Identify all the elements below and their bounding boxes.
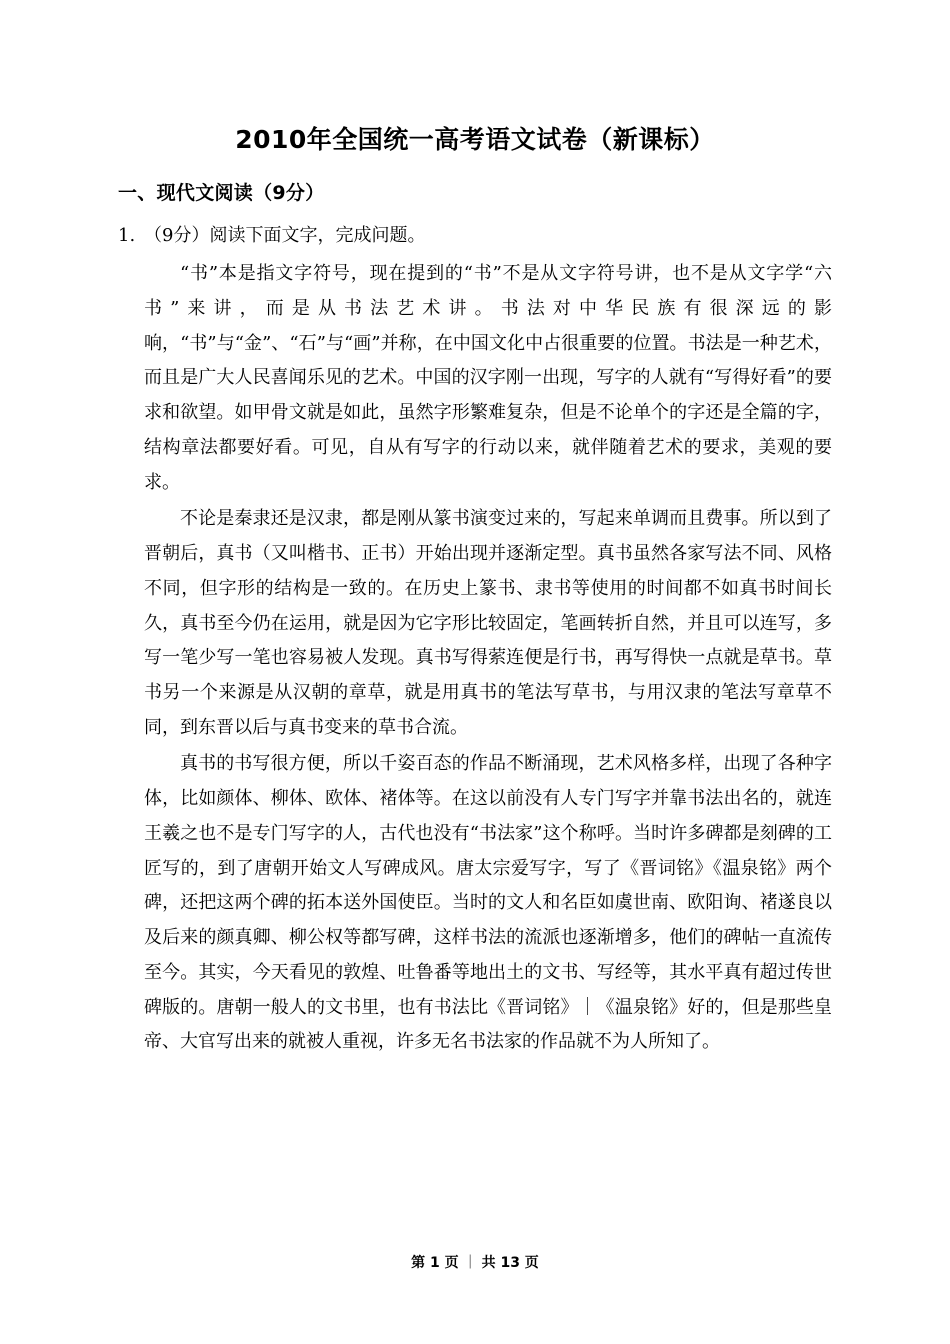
page-footer [0,1252,950,1272]
question-stem: （9分）阅读下面文字，完成问题。 [144,225,426,246]
footer-separator: ｜ [463,1255,478,1271]
footer-page-current: 第 1 页 [411,1255,459,1271]
question-number: 1. [118,225,136,246]
footer-page-total: 共 13 页 [481,1255,539,1271]
passage-paragraph-1: “书”本是指文字符号，现在提到的“书”不是从文字符号讲，也不是从文字学“六书”来讲，而是从书法艺术讲。书法对中华民族有很深远的影响，“书”与“金”、“石”与“画”并称，在中国文化中占很重要的位置。书法是一种艺术，而且是广大人民喜闻乐见的艺术。中国的汉字刚一出现，写字的人就有“写得好看”的要求和欲望。如甲骨文就是如此，虽然字形繁难复杂，但是不论单个的字还是全篇的字，结构章法都要好看。可见，自从有写字的行动以来，就伴随着艺术的要求，美观的要求。 [144,263,832,493]
passage-paragraph-3: 真书的书写很方便，所以千姿百态的作品不断涌现，艺术风格多样，出现了各种字体，比如颜体、柳体、欧体、褚体等。在这以前没有人专门写字并靠书法出名的，就连王羲之也不是专门写字的人，古代也没有“书法家”这个称呼。当时许多碑都是刻碑的工匠写的，到了唐朝开始文人写碑成风。唐太宗爱写字，写了《晋词铭》《温泉铭》两个碑，还把这两个碑的拓本送外国使臣。当时的文人和名臣如虞世南、欧阳询、褚遂良以及后来的颜真卿、柳公权等都写碑，这样书法的流派也逐渐增多，他们的碑帖一直流传至今。其实，今天看见的敦煌、吐鲁番等地出土的文书、写经等，其水平真有超过传世碑版的。唐朝一般人的文书里，也有书法比《晋词铭》｜《温泉铭》好的，但是那些皇帝、大官写出来的就被人重视，许多无名书法家的作品就不为人所知了。 [144,753,832,1053]
question-1 [118,219,832,253]
section-heading: 一、现代文阅读（9分） [118,182,325,204]
passage-paragraph-2: 不论是秦隶还是汉隶，都是刚从篆书演变过来的，写起来单调而且费事。所以到了晋朝后，真书（又叫楷书、正书）开始出现并逐渐定型。真书虽然各家写法不同、风格不同，但字形的结构是一致的。在历史上篆书、隶书等使用的时间都不如真书时间长久，真书至今仍在运用，就是因为它字形比较固定，笔画转折自然，并且可以连写，多写一笔少写一笔也容易被人发现。真书写得萦连便是行书，再写得快一点就是草书。草书另一个来源是从汉朝的章草，就是用真书的笔法写草书，与用汉隶的笔法写章草不同，到东晋以后与真书变来的草书合流。 [144,508,832,738]
page-title: 2010年全国统一高考语文试卷（新课标） [235,125,715,154]
section-modern-reading [118,178,832,1060]
